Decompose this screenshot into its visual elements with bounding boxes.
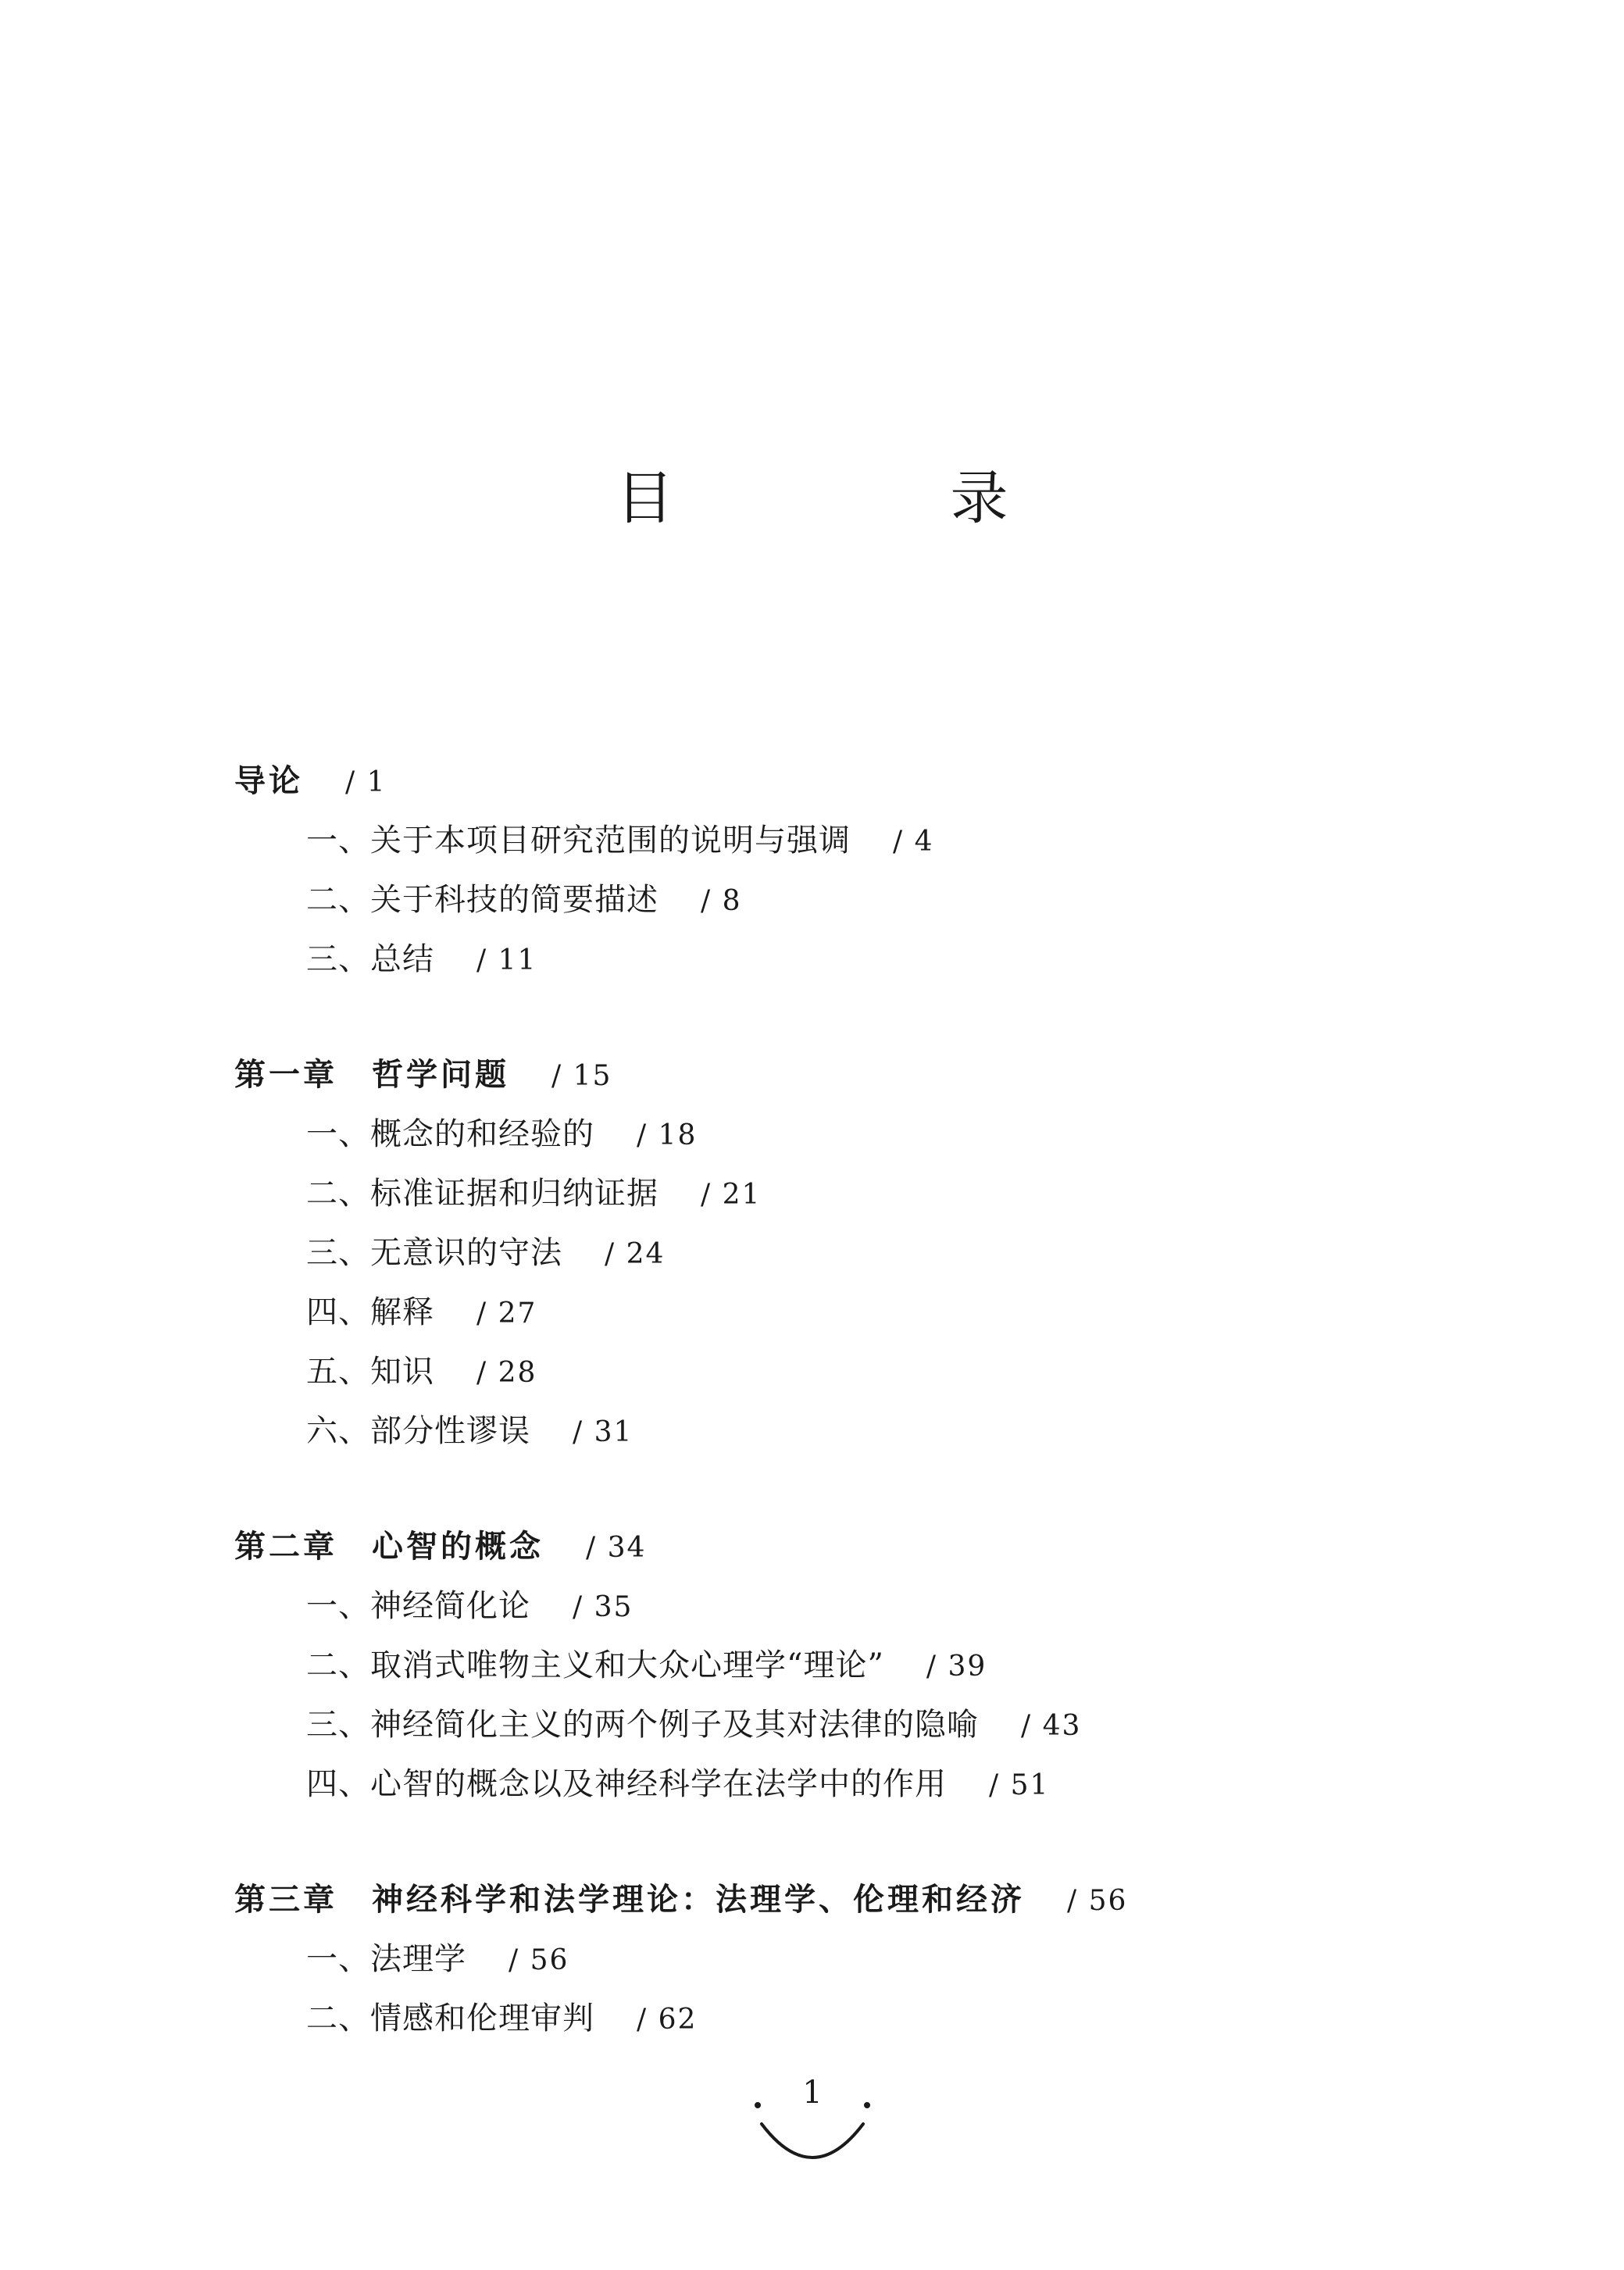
toc-chapter-1 bbox=[234, 1050, 1562, 1465]
table-of-contents bbox=[234, 756, 1562, 2109]
toc-section[interactable] bbox=[234, 1287, 1562, 1347]
toc-page-number: / 39 bbox=[926, 1651, 987, 1683]
toc-section[interactable] bbox=[234, 1109, 1562, 1169]
toc-page-number: / 31 bbox=[573, 1416, 634, 1448]
toc-section-label: 三、无意识的守法 bbox=[306, 1235, 562, 1271]
page-title: 目 录 bbox=[616, 465, 1118, 532]
toc-section[interactable] bbox=[234, 1228, 1562, 1287]
toc-section[interactable] bbox=[234, 1169, 1562, 1228]
toc-section[interactable] bbox=[234, 1993, 1562, 2053]
toc-section-label: 一、神经简化论 bbox=[306, 1588, 530, 1624]
toc-page-number: / 15 bbox=[551, 1060, 612, 1092]
toc-section[interactable] bbox=[234, 1934, 1562, 1993]
toc-page-number: / 27 bbox=[476, 1297, 537, 1330]
toc-section-label: 二、标准证据和归纳证据 bbox=[306, 1176, 659, 1212]
toc-section[interactable] bbox=[234, 1700, 1562, 1759]
toc-section-label: 五、知识 bbox=[306, 1354, 434, 1390]
toc-page-number: / 4 bbox=[893, 826, 934, 858]
toc-section-label: 三、神经简化主义的两个例子及其对法律的隐喻 bbox=[306, 1707, 979, 1743]
toc-chapter-2 bbox=[234, 1522, 1562, 1818]
toc-chapter-heading[interactable] bbox=[234, 1050, 1562, 1109]
toc-section-label: 二、取消式唯物主义和大众心理学“理论” bbox=[306, 1647, 884, 1683]
toc-chapter-heading[interactable] bbox=[234, 756, 1562, 816]
toc-section-label: 三、总结 bbox=[306, 941, 434, 977]
toc-page-number: / 43 bbox=[1021, 1710, 1082, 1742]
toc-page-number: / 35 bbox=[573, 1591, 634, 1623]
toc-chapter-heading[interactable] bbox=[234, 1522, 1562, 1581]
toc-section[interactable] bbox=[234, 1406, 1562, 1465]
toc-page-number: / 56 bbox=[1067, 1885, 1128, 1917]
page-number: 1 bbox=[802, 2075, 823, 2111]
toc-section[interactable] bbox=[234, 816, 1562, 875]
toc-section-label: 四、心智的概念以及神经科学在法学中的作用 bbox=[306, 1766, 947, 1802]
toc-page-number: / 62 bbox=[637, 2004, 698, 2036]
toc-page-number: / 11 bbox=[476, 944, 537, 976]
toc-page-number: / 28 bbox=[476, 1357, 537, 1389]
toc-heading-label: 第三章 神经科学和法学理论：法理学、伦理和经济 bbox=[234, 1882, 1025, 1918]
toc-page-number: / 56 bbox=[509, 1944, 569, 1976]
toc-section-label: 二、情感和伦理审判 bbox=[306, 2001, 594, 2036]
toc-chapter-heading[interactable] bbox=[234, 1875, 1562, 1934]
toc-section-label: 一、概念的和经验的 bbox=[306, 1116, 594, 1152]
toc-page-number: / 1 bbox=[345, 766, 387, 798]
page-footer bbox=[734, 2074, 891, 2183]
toc-page-number: / 24 bbox=[605, 1238, 666, 1270]
toc-section[interactable] bbox=[234, 1347, 1562, 1406]
toc-chapter-introduction bbox=[234, 756, 1562, 994]
toc-page-number: / 18 bbox=[637, 1119, 698, 1151]
toc-page-number: / 51 bbox=[989, 1769, 1050, 1801]
toc-section-label: 六、部分性谬误 bbox=[306, 1413, 530, 1449]
toc-section-label: 二、关于科技的简要描述 bbox=[306, 882, 659, 918]
toc-section-label: 四、解释 bbox=[306, 1294, 434, 1330]
toc-section-label: 一、关于本项目研究范围的说明与强调 bbox=[306, 823, 851, 858]
toc-heading-label: 第二章 心智的概念 bbox=[234, 1529, 544, 1565]
toc-page-number: / 21 bbox=[701, 1179, 762, 1211]
toc-section[interactable] bbox=[234, 875, 1562, 934]
toc-section[interactable] bbox=[234, 934, 1562, 994]
toc-chapter-3 bbox=[234, 1875, 1562, 2053]
toc-page-number: / 8 bbox=[701, 885, 742, 917]
toc-section[interactable] bbox=[234, 1581, 1562, 1640]
toc-heading-label: 第一章 哲学问题 bbox=[234, 1057, 509, 1093]
toc-page-number: / 34 bbox=[586, 1532, 647, 1564]
toc-heading-label: 导论 bbox=[234, 763, 303, 799]
toc-section[interactable] bbox=[234, 1759, 1562, 1818]
toc-section-label: 一、法理学 bbox=[306, 1941, 466, 1977]
toc-section[interactable] bbox=[234, 1640, 1562, 1700]
